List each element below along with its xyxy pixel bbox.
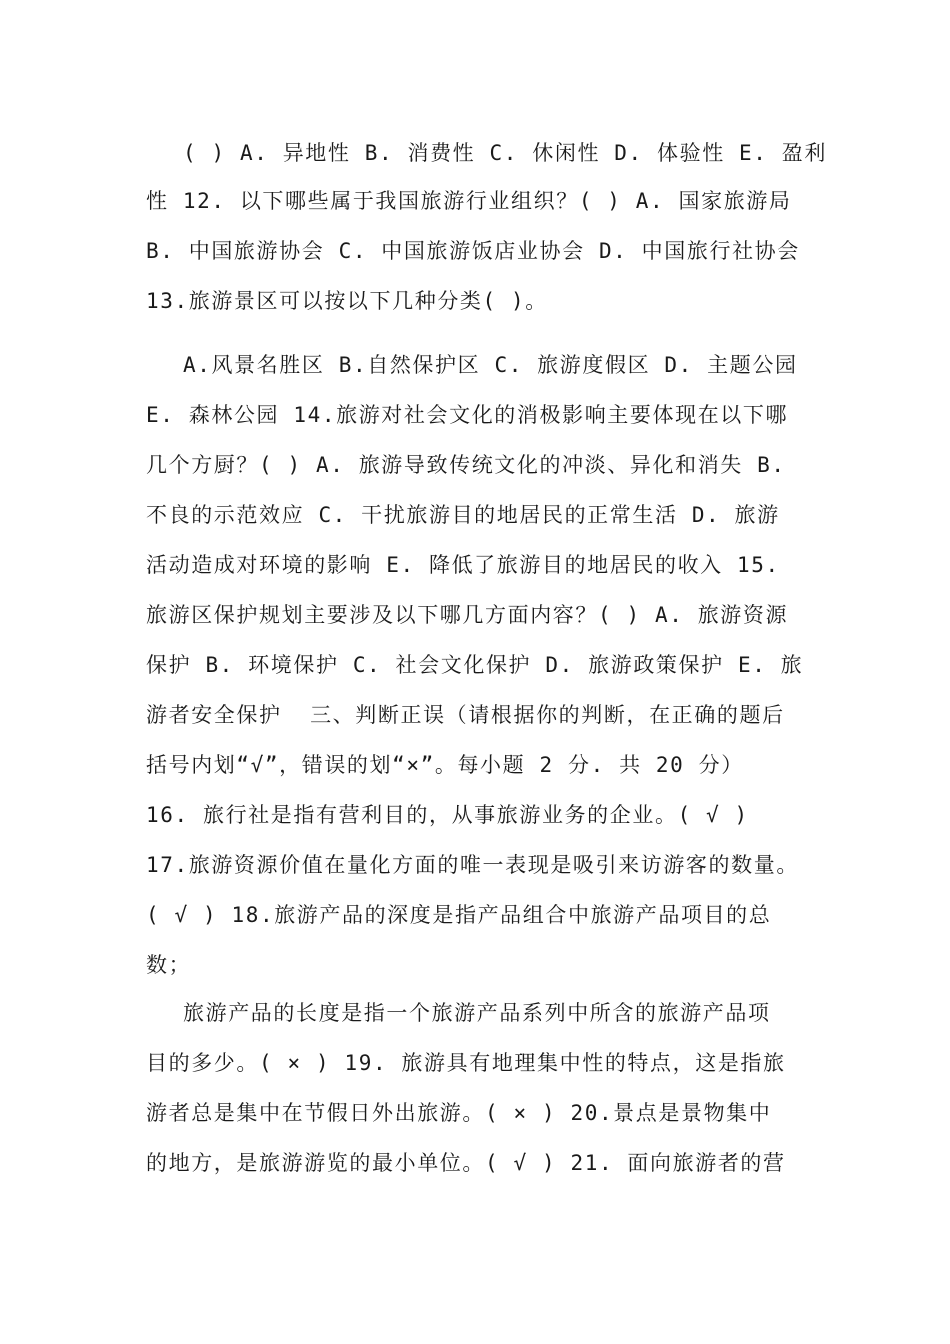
text-line: 性 12. 以下哪些属于我国旅游行业组织？( ) A. 国家旅游局 — [146, 189, 792, 213]
text-line: B. 中国旅游协会 C. 中国旅游饭店业协会 D. 中国旅行社协会 — [146, 239, 800, 263]
text-line: 数； — [146, 953, 192, 977]
text-line: 旅游区保护规划主要涉及以下哪几方面内容？( ) A. 旅游资源 — [146, 603, 789, 627]
text-line: ( √ ) 18.旅游产品的深度是指产品组合中旅游产品项目的总 — [146, 903, 772, 927]
text-line: 游者总是集中在节假日外出旅游。( × ) 20.景点是景物集中 — [146, 1101, 772, 1125]
text-line: A.风景名胜区 B.自然保护区 C. 旅游度假区 D. 主题公园 — [183, 353, 798, 377]
text-line: 几个方厨？( ) A. 旅游导致传统文化的冲淡、异化和消失 B. — [146, 453, 786, 477]
text-line: 保护 B. 环境保护 C. 社会文化保护 D. 旅游政策保护 E. 旅 — [146, 653, 804, 677]
text-line: 括号内划“√”，错误的划“×”。每小题 2 分. 共 20 分） — [146, 753, 744, 777]
text-line: 不良的示范效应 C. 干扰旅游目的地居民的正常生活 D. 旅游 — [146, 503, 780, 527]
text-line: 17.旅游资源价值在量化方面的唯一表现是吸引来访游客的数量。 — [146, 853, 799, 877]
text-line: 游者安全保护 三、判断正误（请根据你的判断，在正确的题后 — [146, 703, 785, 727]
text-line: E. 森林公园 14.旅游对社会文化的消极影响主要体现在以下哪 — [146, 403, 789, 427]
text-line: 13.旅游景区可以按以下几种分类( )。 — [146, 289, 548, 313]
text-line: 活动造成对环境的影响 E. 降低了旅游目的地居民的收入 15. — [146, 553, 780, 577]
text-line: ( ) A. 异地性 B. 消费性 C. 休闲性 D. 体验性 E. 盈利 — [183, 141, 827, 165]
text-line: 16. 旅行社是指有营利目的，从事旅游业务的企业。( √ ) — [146, 803, 749, 827]
text-line: 的地方，是旅游游览的最小单位。( √ ) 21. 面向旅游者的营 — [146, 1151, 786, 1175]
text-line: 目的多少。( × ) 19. 旅游具有地理集中性的特点，这是指旅 — [146, 1051, 786, 1075]
text-line: 旅游产品的长度是指一个旅游产品系列中所含的旅游产品项 — [183, 1001, 771, 1025]
